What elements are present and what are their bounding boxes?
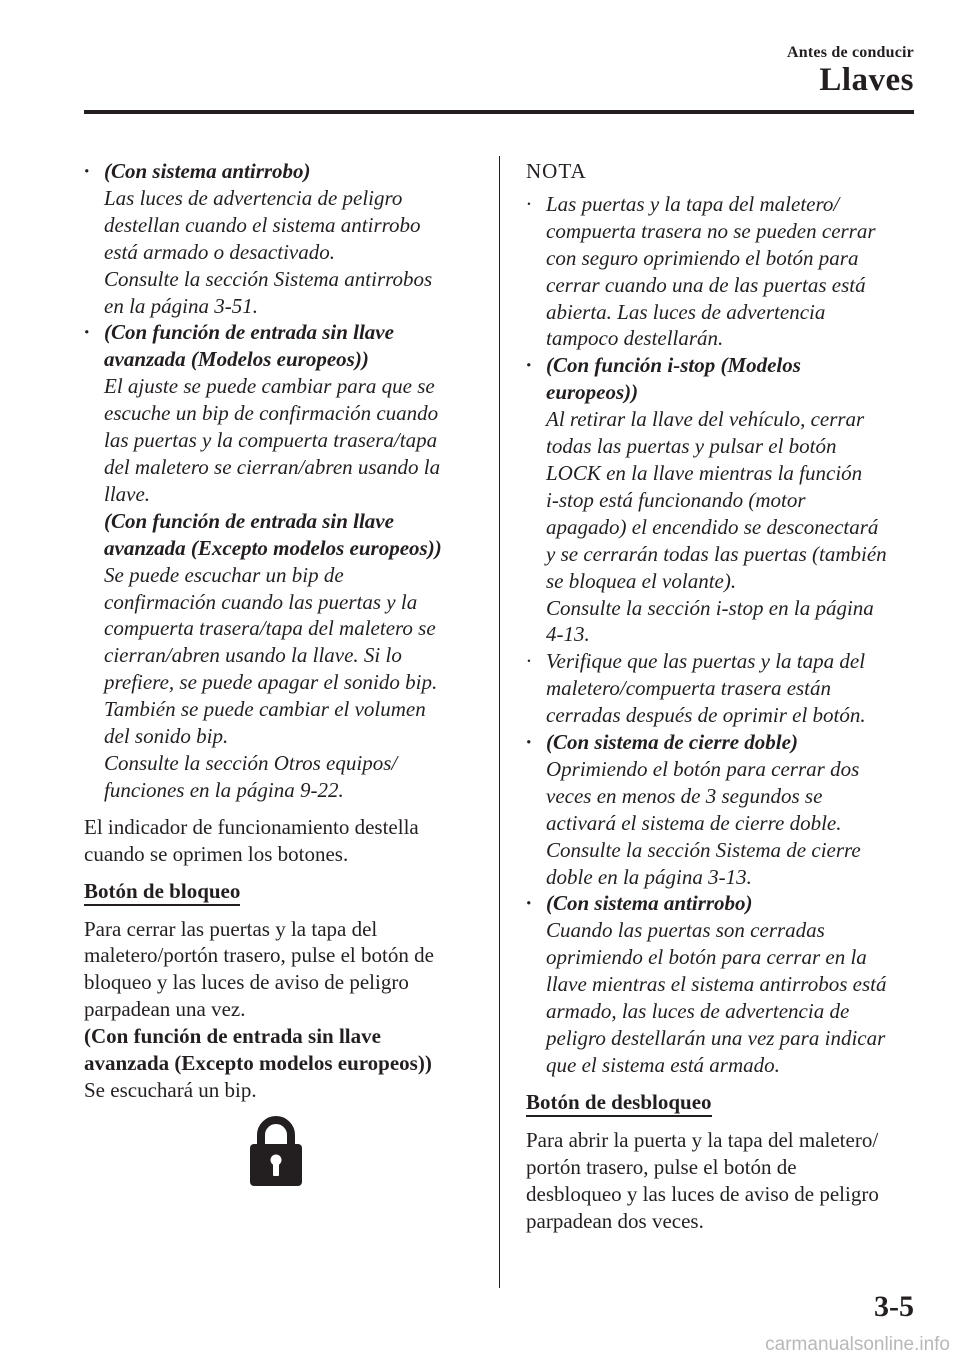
paragraph-indicador: El indicador de funcionamiento destella cuando se oprimen los botones. bbox=[84, 814, 419, 866]
bullet-dot: · bbox=[526, 191, 532, 216]
nota-item-cierre-doble: · (Con sistema de cierre doble) Oprimiendo el botón para cerrar dos veces en menos de 3 segundos se activará el sistema de cierre doble. Consulte la sección Sistema de cierre doble en la página 3-13. bbox=[526, 730, 861, 889]
nota-item-istop: · (Con función i-stop (Modelos europeos)) Al retirar la llave del vehículo, cerrar todas las puertas y pulsar el botón LOCK en la llave mientras la función i-stop está funcionando (motor apagado) el encendido se desconectará y se cerrarán todas las puertas (también se bloquea el volante). Consulte la sección i-stop en la página 4-13. bbox=[526, 353, 887, 647]
header-rule bbox=[84, 110, 914, 114]
page-title: Llaves bbox=[819, 62, 914, 98]
paragraph-desbloqueo: Para abrir la puerta y la tapa del maletero/ portón trasero, pulse el botón de desbloqueo y las luces de aviso de peligro parpadean dos veces. bbox=[526, 1127, 879, 1233]
bullet-entrada-sin-llave: · (Con función de entrada sin llave avanzada (Modelos europeos)) El ajuste se puede cambiar para que se escuche un bip de confirmación cuando las puertas y la compuerta trasera/tapa del maletero se cierran/abren usando la llave. (Con función de entrada sin llave avanzada (Excepto modelos europeos)) Se puede escuchar un bip de confirmación cuando las puertas y la compuerta trasera/tapa del maletero se cierran/abren usando la llave. Si lo prefiere, se puede apagar el sonido bip. También se puede cambiar el volumen del sonido bip. Consulte la sección Otros equipos/ funciones en la página 9-22. bbox=[84, 320, 442, 802]
bullet-dot: · bbox=[526, 353, 532, 378]
lock-icon bbox=[248, 1114, 304, 1186]
bullet-dot: · bbox=[526, 730, 532, 755]
left-column bbox=[84, 158, 482, 1104]
header-section: Antes de conducir bbox=[787, 44, 914, 61]
bullet-antirrobo: · (Con sistema antirrobo) Las luces de advertencia de peligro destellan cuando el sistema antirrobo está armado o desactivado. Consulte la sección Sistema antirrobos en la página 3-51. bbox=[84, 159, 433, 318]
subheading-boton-desbloqueo: Botón de desbloqueo bbox=[526, 1090, 712, 1117]
nota-item-antirrobo: · (Con sistema antirrobo) Cuando las puertas son cerradas oprimiendo el botón para cerrar en la llave mientras el sistema antirrobos está armado, las luces de advertencia de peligro destellarán una vez para indicar que el sistema está armado. bbox=[526, 891, 887, 1077]
watermark: carmanualsonline.info bbox=[765, 1334, 950, 1355]
bullet-dot: · bbox=[84, 159, 90, 183]
nota-heading: NOTA bbox=[526, 159, 587, 183]
nota-item-puertas: · Las puertas y la tapa del maletero/ compuerta trasera no se pueden cerrar con seguro oprimiendo el botón para cerrar cuando una de las puertas está abierta. Las luces de advertencia tampoco destellarán. bbox=[526, 191, 876, 351]
page-number: 3-5 bbox=[874, 1290, 914, 1323]
nota-item-verifique: · Verifique que las puertas y la tapa del maletero/compuerta trasera están cerradas después de oprimir el botón. bbox=[526, 649, 866, 728]
bullet-dot: · bbox=[526, 891, 532, 916]
paragraph-bloqueo: Para cerrar las puertas y la tapa del maletero/portón trasero, pulse el botón de bloqueo y las luces de aviso de peligro parpadean una vez. (Con función de entrada sin llave avanzada (Excepto modelos europeos)) Se escuchará un bip. bbox=[84, 916, 434, 1102]
subheading-boton-bloqueo: Botón de bloqueo bbox=[84, 879, 240, 906]
bullet-dot: · bbox=[526, 649, 532, 674]
column-divider bbox=[499, 156, 500, 1288]
right-column bbox=[526, 158, 918, 1234]
bullet-dot: · bbox=[84, 320, 90, 345]
